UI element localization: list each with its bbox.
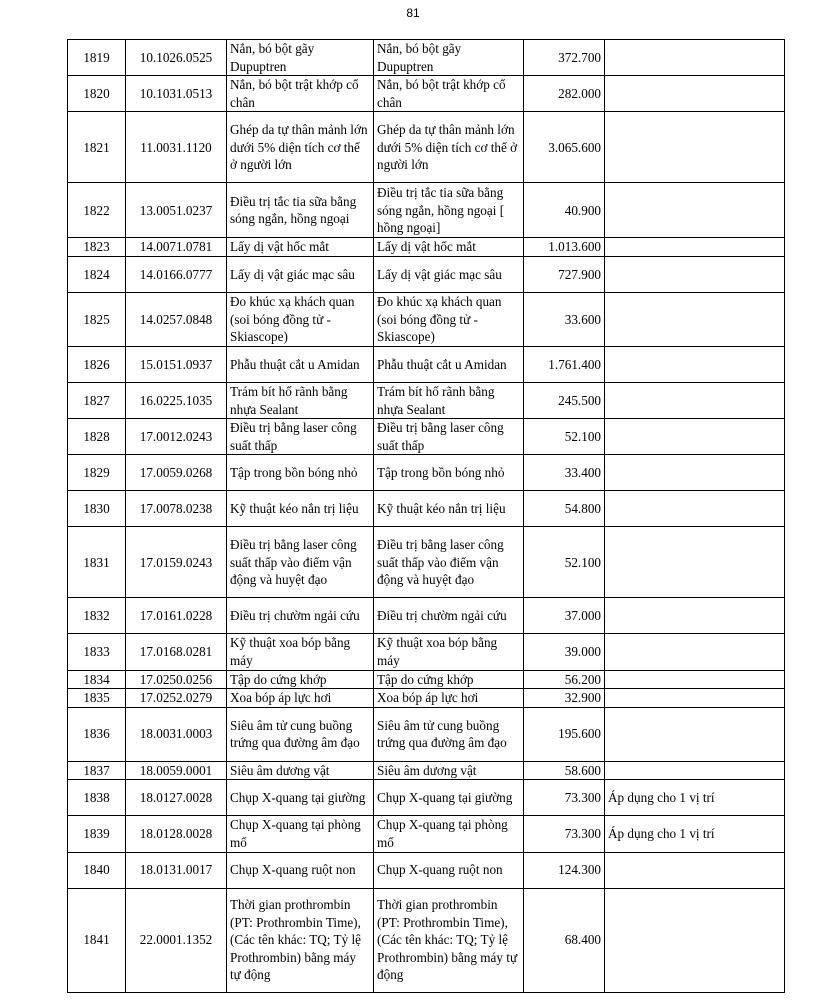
- service-note: [605, 491, 785, 527]
- service-name: Điều trị tắc tia sữa bằng sóng ngắn, hồng ngoại: [227, 183, 374, 238]
- service-note: [605, 888, 785, 992]
- service-name: Chụp X-quang tại phòng mổ: [227, 816, 374, 852]
- service-code: 13.0051.0237: [126, 183, 227, 238]
- row-number: 1841: [68, 888, 126, 992]
- table-row: [68, 527, 785, 598]
- service-name-approved: Phẫu thuật cắt u Amidan: [374, 346, 524, 382]
- service-price: 68.400: [524, 888, 605, 992]
- service-code: 17.0250.0256: [126, 670, 227, 689]
- row-number: 1839: [68, 816, 126, 852]
- row-number: 1838: [68, 780, 126, 816]
- service-note: [605, 707, 785, 761]
- table-row: [68, 346, 785, 382]
- service-code: 18.0131.0017: [126, 852, 227, 888]
- service-price: 52.100: [524, 527, 605, 598]
- row-number: 1821: [68, 112, 126, 183]
- row-number: 1824: [68, 256, 126, 292]
- service-name-approved: Điều trị bằng laser công suất thấp: [374, 419, 524, 455]
- service-price: 56.200: [524, 670, 605, 689]
- service-note: [605, 527, 785, 598]
- service-note: [605, 419, 785, 455]
- service-code: 18.0031.0003: [126, 707, 227, 761]
- row-number: 1827: [68, 382, 126, 418]
- service-note: [605, 455, 785, 491]
- service-price: 32.900: [524, 689, 605, 708]
- service-name: Kỹ thuật kéo nắn trị liệu: [227, 491, 374, 527]
- service-name: Chụp X-quang ruột non: [227, 852, 374, 888]
- service-price: 195.600: [524, 707, 605, 761]
- service-name-approved: Kỹ thuật xoa bóp bằng máy: [374, 634, 524, 670]
- row-number: 1837: [68, 761, 126, 780]
- row-number: 1833: [68, 634, 126, 670]
- service-name: Phẫu thuật cắt u Amidan: [227, 346, 374, 382]
- row-number: 1835: [68, 689, 126, 708]
- service-name-approved: Điều trị tắc tia sữa bằng sóng ngắn, hồng ngoại [ hồng ngoại]: [374, 183, 524, 238]
- service-name: Điều trị bằng laser công suất thấp vào điểm vận động và huyệt đạo: [227, 527, 374, 598]
- service-note: [605, 761, 785, 780]
- service-note: [605, 634, 785, 670]
- service-name-approved: Thời gian prothrombin (PT: Prothrombin Time), (Các tên khác: TQ; Tỷ lệ Prothrombin) bằng máy tự động: [374, 888, 524, 992]
- service-code: 16.0225.1035: [126, 382, 227, 418]
- service-note: [605, 292, 785, 346]
- service-note: [605, 76, 785, 112]
- service-code: 14.0166.0777: [126, 256, 227, 292]
- service-name: Tập do cứng khớp: [227, 670, 374, 689]
- service-code: 18.0128.0028: [126, 816, 227, 852]
- row-number: 1834: [68, 670, 126, 689]
- service-note: [605, 40, 785, 76]
- service-code: 18.0127.0028: [126, 780, 227, 816]
- table-row: [68, 780, 785, 816]
- service-name: Trám bít hố rãnh bằng nhựa Sealant: [227, 382, 374, 418]
- service-name-approved: Kỹ thuật kéo nắn trị liệu: [374, 491, 524, 527]
- table-row: [68, 670, 785, 689]
- row-number: 1840: [68, 852, 126, 888]
- table-row: [68, 183, 785, 238]
- service-code: 18.0059.0001: [126, 761, 227, 780]
- service-price: 3.065.600: [524, 112, 605, 183]
- service-name-approved: Tập do cứng khớp: [374, 670, 524, 689]
- service-code: 17.0252.0279: [126, 689, 227, 708]
- service-code: 11.0031.1120: [126, 112, 227, 183]
- row-number: 1836: [68, 707, 126, 761]
- service-price: 245.500: [524, 382, 605, 418]
- service-price: 727.900: [524, 256, 605, 292]
- table-row: [68, 634, 785, 670]
- table-row: [68, 40, 785, 76]
- service-name-approved: Lấy dị vật giác mạc sâu: [374, 256, 524, 292]
- service-note: [605, 382, 785, 418]
- table-row: [68, 816, 785, 852]
- table-row: [68, 112, 785, 183]
- row-number: 1822: [68, 183, 126, 238]
- table-row: [68, 419, 785, 455]
- service-name: Tập trong bồn bóng nhỏ: [227, 455, 374, 491]
- table-row: [68, 491, 785, 527]
- service-code: 17.0012.0243: [126, 419, 227, 455]
- service-name: Kỹ thuật xoa bóp bằng máy: [227, 634, 374, 670]
- row-number: 1820: [68, 76, 126, 112]
- table-row: [68, 761, 785, 780]
- service-name: Đo khúc xạ khách quan (soi bóng đồng tử - Skiascope): [227, 292, 374, 346]
- service-note: Áp dụng cho 1 vị trí: [605, 780, 785, 816]
- service-name: Lấy dị vật hốc mắt: [227, 238, 374, 257]
- service-price: 1.761.400: [524, 346, 605, 382]
- service-note: [605, 689, 785, 708]
- service-price: 73.300: [524, 780, 605, 816]
- service-name-approved: Tập trong bồn bóng nhỏ: [374, 455, 524, 491]
- row-number: 1830: [68, 491, 126, 527]
- service-name-approved: Ghép da tự thân mảnh lớn dưới 5% diện tích cơ thể ở người lớn: [374, 112, 524, 183]
- service-price: 39.000: [524, 634, 605, 670]
- table-row: [68, 888, 785, 992]
- service-name: Điều trị bằng laser công suất thấp: [227, 419, 374, 455]
- service-price: 33.400: [524, 455, 605, 491]
- service-name-approved: Siêu âm tử cung buồng trứng qua đường âm đạo: [374, 707, 524, 761]
- service-note: [605, 346, 785, 382]
- service-price: 1.013.600: [524, 238, 605, 257]
- service-price: 73.300: [524, 816, 605, 852]
- table-row: [68, 455, 785, 491]
- service-name-approved: Xoa bóp áp lực hơi: [374, 689, 524, 708]
- service-name: Chụp X-quang tại giường: [227, 780, 374, 816]
- service-name-approved: Lấy dị vật hốc mắt: [374, 238, 524, 257]
- service-price: 58.600: [524, 761, 605, 780]
- service-name: Siêu âm tử cung buồng trứng qua đường âm đạo: [227, 707, 374, 761]
- page-number: 81: [406, 6, 420, 20]
- table-row: [68, 852, 785, 888]
- service-price: 54.800: [524, 491, 605, 527]
- service-name: Điều trị chườm ngải cứu: [227, 598, 374, 634]
- service-price-table: [67, 39, 785, 993]
- table-row: [68, 292, 785, 346]
- service-code: 15.0151.0937: [126, 346, 227, 382]
- service-note: [605, 112, 785, 183]
- service-note: [605, 183, 785, 238]
- service-code: 17.0161.0228: [126, 598, 227, 634]
- service-note: [605, 256, 785, 292]
- service-name: Ghép da tự thân mảnh lớn dưới 5% diện tích cơ thể ở người lớn: [227, 112, 374, 183]
- row-number: 1828: [68, 419, 126, 455]
- service-code: 17.0159.0243: [126, 527, 227, 598]
- service-code: 17.0078.0238: [126, 491, 227, 527]
- service-note: Áp dụng cho 1 vị trí: [605, 816, 785, 852]
- service-price: 282.000: [524, 76, 605, 112]
- service-note: [605, 670, 785, 689]
- table-row: [68, 598, 785, 634]
- service-price: 37.000: [524, 598, 605, 634]
- service-name-approved: Nắn, bó bột gãy Dupuptren: [374, 40, 524, 76]
- service-name-approved: Nắn, bó bột trật khớp cổ chân: [374, 76, 524, 112]
- service-name-approved: Đo khúc xạ khách quan (soi bóng đồng tử - Skiascope): [374, 292, 524, 346]
- row-number: 1829: [68, 455, 126, 491]
- service-code: 14.0071.0781: [126, 238, 227, 257]
- service-name: Lấy dị vật giác mạc sâu: [227, 256, 374, 292]
- service-price: 372.700: [524, 40, 605, 76]
- row-number: 1825: [68, 292, 126, 346]
- service-code: 10.1031.0513: [126, 76, 227, 112]
- service-name-approved: Điều trị chườm ngải cứu: [374, 598, 524, 634]
- table-row: [68, 238, 785, 257]
- service-name: Thời gian prothrombin (PT: Prothrombin Time), (Các tên khác: TQ; Tỷ lệ Prothrombin) bằng máy tự động: [227, 888, 374, 992]
- table-row: [68, 689, 785, 708]
- table-row: [68, 76, 785, 112]
- row-number: 1832: [68, 598, 126, 634]
- table-row: [68, 707, 785, 761]
- service-name-approved: Siêu âm dương vật: [374, 761, 524, 780]
- service-name: Xoa bóp áp lực hơi: [227, 689, 374, 708]
- service-price: 33.600: [524, 292, 605, 346]
- service-name-approved: Chụp X-quang tại giường: [374, 780, 524, 816]
- service-name: Nắn, bó bột trật khớp cổ chân: [227, 76, 374, 112]
- service-price: 40.900: [524, 183, 605, 238]
- service-name-approved: Điều trị bằng laser công suất thấp vào điểm vận động và huyệt đạo: [374, 527, 524, 598]
- service-note: [605, 238, 785, 257]
- table-row: [68, 382, 785, 418]
- service-name-approved: Chụp X-quang ruột non: [374, 852, 524, 888]
- service-name-approved: Chụp X-quang tại phòng mổ: [374, 816, 524, 852]
- row-number: 1831: [68, 527, 126, 598]
- service-code: 14.0257.0848: [126, 292, 227, 346]
- service-price: 124.300: [524, 852, 605, 888]
- service-code: 17.0059.0268: [126, 455, 227, 491]
- row-number: 1819: [68, 40, 126, 76]
- service-name-approved: Trám bít hố rãnh bằng nhựa Sealant: [374, 382, 524, 418]
- service-note: [605, 598, 785, 634]
- service-code: 10.1026.0525: [126, 40, 227, 76]
- service-note: [605, 852, 785, 888]
- service-code: 17.0168.0281: [126, 634, 227, 670]
- service-name: Siêu âm dương vật: [227, 761, 374, 780]
- table-row: [68, 256, 785, 292]
- service-price: 52.100: [524, 419, 605, 455]
- service-code: 22.0001.1352: [126, 888, 227, 992]
- row-number: 1826: [68, 346, 126, 382]
- row-number: 1823: [68, 238, 126, 257]
- service-name: Nắn, bó bột gãy Dupuptren: [227, 40, 374, 76]
